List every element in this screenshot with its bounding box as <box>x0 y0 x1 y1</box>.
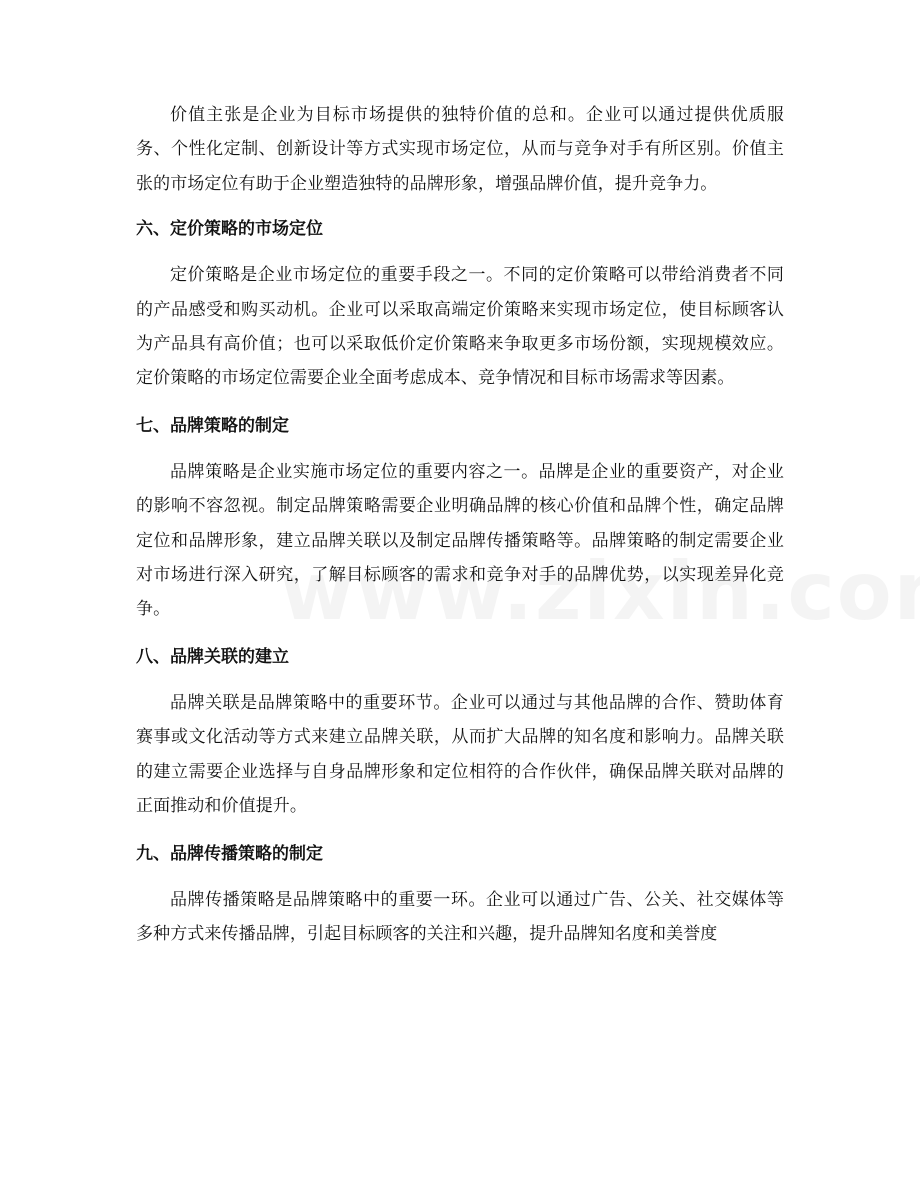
paragraph-brand-association: 品牌关联是品牌策略中的重要环节。企业可以通过与其他品牌的合作、赞助体育赛事或文化活动等方式来建立品牌关联，从而扩大品牌的知名度和影响力。品牌关联的建立需要企业选择与自身品牌形象和定位相符的合作伙伴，确保品牌关联对品牌的正面推动和价值提升。 <box>136 692 784 817</box>
paragraph-brand-communication: 品牌传播策略是品牌策略中的重要一环。企业可以通过广告、公关、社交媒体等多种方式来传播品牌，引起目标顾客的关注和兴趣，提升品牌知名度和美誉度 <box>136 889 784 944</box>
heading-pricing-strategy: 六、定价策略的市场定位 <box>136 219 323 240</box>
document-page <box>136 98 784 951</box>
heading-brand-association: 八、品牌关联的建立 <box>136 646 289 667</box>
paragraph-brand-strategy: 品牌策略是企业实施市场定位的重要内容之一。品牌是企业的重要资产，对企业的影响不容忽视。制定品牌策略需要企业明确品牌的核心价值和品牌个性，确定品牌定位和品牌形象，建立品牌关联以及制定品牌传播策略等。品牌策略的制定需要企业对市场进行深入研究，了解目标顾客的需求和竞争对手的品牌优势，以实现差异化竞争。 <box>136 461 784 620</box>
paragraph-value-proposition: 价值主张是企业为目标市场提供的独特价值的总和。企业可以通过提供优质服务、个性化定制、创新设计等方式实现市场定位，从而与竞争对手有所区别。价值主张的市场定位有助于企业塑造独特的品牌形象，增强品牌价值，提升竞争力。 <box>136 105 784 194</box>
heading-brand-strategy: 七、品牌策略的制定 <box>136 415 289 436</box>
heading-brand-communication: 九、品牌传播策略的制定 <box>136 843 323 864</box>
paragraph-pricing-strategy: 定价策略是企业市场定位的重要手段之一。不同的定价策略可以带给消费者不同的产品感受和购买动机。企业可以采取高端定价策略来实现市场定位，使目标顾客认为产品具有高价值；也可以采取低价定价策略来争取更多市场份额，实现规模效应。定价策略的市场定位需要企业全面考虑成本、竞争情况和目标市场需求等因素。 <box>136 265 784 389</box>
